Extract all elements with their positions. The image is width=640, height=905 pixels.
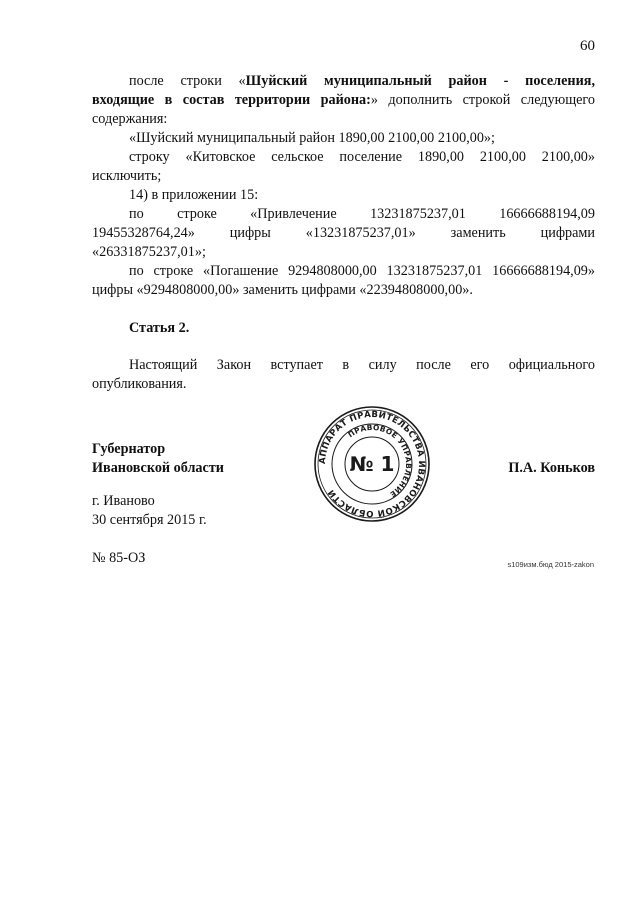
official-seal [313,405,431,523]
text-run: после строки « [129,73,246,89]
article-text-line-2: опубликования. [92,376,187,392]
paragraph-4: 14) в приложении 15: [129,187,259,203]
paragraph-5-line-3: «26331875237,01»; [92,244,206,260]
place-and-date [92,492,207,530]
governor-title-line-2: Ивановской области [92,460,224,476]
bold-text-run: Шуйский муниципальный район - поселения, [245,73,596,89]
paragraph-3-line-1: строку «Китовское сельское поселение 1890,00 2100,00 2100,00» [129,149,595,165]
paragraph-3-line-2: исключить; [92,168,162,184]
seal-outer-text: АППАРАТ ПРАВИТЕЛЬСТВА ИВАНОВСКОЙ ОБЛАСТИ [317,409,427,519]
governor-title [92,440,224,478]
signing-date: 30 сентября 2015 г. [92,512,207,528]
paragraph-6-line-1: по строке «Погашение 9294808000,00 13231875237,01 16666688194,09» [129,263,595,279]
article-heading: Статья 2. [129,320,190,336]
paragraph-5-line-1: по строке «Привлечение 13231875237,01 16666688194,09 [129,206,595,222]
paragraph-5-line-2: 19455328764,24» цифры «13231875237,01» заменить цифрами [92,225,595,241]
article-text-line-1: Настоящий Закон вступает в силу после его официального [129,357,595,373]
bold-text-run: входящие в состав территории района: [92,92,371,108]
file-reference: s109изм.бюд 2015-zakon [507,560,594,569]
text-run: » дополнить строкой следующего [370,92,595,108]
governor-title-line-1: Губернатор [92,441,166,457]
paragraph-6-line-2: цифры «9294808000,00» заменить цифрами «22394808000,00». [92,282,473,298]
city: г. Иваново [92,493,155,509]
paragraph-1-line-1 [92,72,595,91]
paragraph-1-line-2 [92,91,595,110]
page-number: 60 [580,38,595,54]
document-body [92,72,595,394]
seal-center-number: № 1 [349,452,395,476]
seal-inner-text: ПРАВОВОЕ УПРАВЛЕНИЕ [346,422,414,500]
paragraph-1-line-3: содержания: [92,111,168,127]
governor-name: П.А. Коньков [508,460,595,476]
law-number: № 85-ОЗ [92,550,146,566]
paragraph-2: «Шуйский муниципальный район 1890,00 2100,00 2100,00»; [129,130,495,146]
